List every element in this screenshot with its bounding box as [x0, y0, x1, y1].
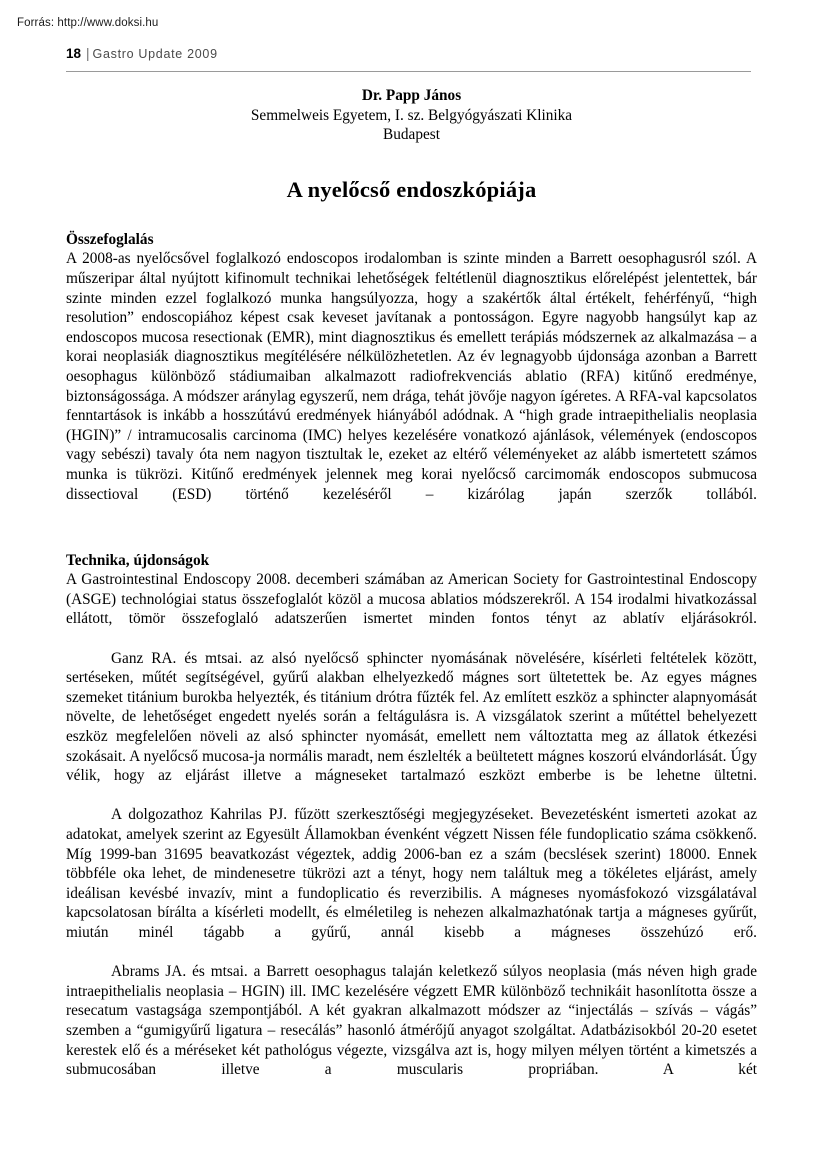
byline: [66, 86, 757, 145]
paragraph: A dolgozathoz Kahrilas PJ. fűzött szerkesztőségi megjegyzéseket. Bevezetésként ismerteti azokat az adatokat, amelyek szerint az Egyesült Államokban évenként végzett Nissen féle fundoplicatio száma csökkenő. Míg 1999-ban 31695 beavatkozást végeztek, addig 2006-ban ez a szám (becslések szerint) 18000. Ennek többféle oka lehet, de mindenesetre tükrözi azt a tényt, hogy nem találtuk meg a tökéletes eljárást, amely ideálisan kevésbé invazív, mint a fundoplicatio és reverzibilis. A mágneses nyomásfokozó vizsgálatával kapcsolatosan bírálta a kísérleti modellt, és elméletileg is nehezen alkalmazhatónak tartja a mágneses gyűrűt, miután minél tágabb a gyűrű, annál kisebb a mágneses összehúzó erő.: [66, 806, 757, 941]
running-head: [66, 46, 751, 72]
paragraph: Ganz RA. és mtsai. az alsó nyelőcső sphincter nyomásának növelésére, kísérleti feltételek között, sertéseken, műtét segítségével, gyűrű alakban elhelyezkedő mágnes sort ültetettek be. Az egyes mágnes szemeket titánium burokba helyezték, és titánium drótra fűzték fel. Az említett eszköz a sphincter alapnyomását növelte, de lehetőséget engedett nyelés során a feltágulásra is. A vizsgálatok szerint a műtéttel behelyezett eszköz megfelelően növeli az alsó sphincter nyomását, emellett nem változtatta meg az állatok étkezési szokásait. A nyelőcső mucosa-ja normális maradt, nem észlelték a beültetett mágnes koszorú elvándorlását. Úgy vélik, hogy az eljárást illetve a mágneseket tartalmazó eszközt emberbe is be lehetne ültetni.: [66, 649, 757, 785]
sections-container: [66, 230, 757, 1100]
byline-affiliation: Semmelweis Egyetem, I. sz. Belgyógyászati Klinika: [250, 106, 573, 124]
section-heading: Technika, újdonságok: [66, 551, 210, 569]
source-watermark: Forrás: http://www.doksi.hu: [17, 17, 159, 29]
paragraph: Abrams JA. és mtsai. a Barrett oesophagus talaján keletkező súlyos neoplasia (más néven high grade intraepithelialis neoplasia – HGIN) ill. IMC kezelésére végzett EMR különböző technikáit hasonlította össze a resecatum vastagsága szempontjából. A két gyakran alkalmazott módszer az “injectálás – szívás – vágás” szemben a “gumigyűrű ligatura – resecálás” hasonló átmérőjű anyagot szolgáltat. Adatbázisokból 20-20 esetet kerestek elő és a méréseket két pathológus végezte, vizsgálva azt is, hogy milyen mélyen történt a kimetszés a submucosában illetve a muscularis propriában. A két: [66, 963, 757, 1079]
section: [66, 551, 757, 1100]
paragraph: A Gastrointestinal Endoscopy 2008. decemberi számában az American Society for Gastrointestinal Endoscopy (ASGE) technológiai status összefoglalót közöl a mucosa ablatios módszerekről. A 154 irodalmi hivatkozással ellátott, tömör összefoglaló adatszerűen ismertet minden fontos tényt az ablatív eljárásokról.: [66, 571, 757, 628]
section-heading: Összefoglalás: [66, 230, 154, 248]
paragraph: A 2008-as nyelőcsővel foglalkozó endoscopos irodalomban is szinte minden a Barrett oesophagusról szól. A műszeripar által nyújtott kifinomult technikai lehetőségek feltétlenül diagnosztikus előrelépést jelentettek, bár szinte minden ezzel foglalkozó munka hangsúlyozza, hogy a szakértők által értékelt, fehérfényű, “high resolution” endoscopiához képest csak keveset javítanak a pontosságon. Egyre nagyobb hangsúlyt kap az endoscopos mucosa resectionak (EMR), mint diagnosztikus és emellett terápiás módszernek az alkalmazása – a korai neoplasiák diagnosztikus megítélésére nélkülözhetetlen. Az év legnagyobb újdonsága azonban a Barrett oesophagus különböző stádiumaiban alkalmazott radiofrekvenciás ablatio (RFA) kitűnő eredménye, biztonságossága. A módszer aránylag egyszerű, nem drága, tehát jövője nagyon ígéretes. A RFA-val kapcsolatos fenntartások is inkább a hosszútávú eredmények hiányából adódnak. A “high grade intraepithelialis neoplasia (HGIN)” / intramucosalis carcinoma (IMC) helyes kezelésére vonatkozó ajánlások, vélemények (endoscopos vagy sebészi) tavaly óta nem nagyon tisztultak le, ezeket az eltérő véleményeket az alább ismertetett számos munka is tükrözi. Kitűnő eredmények jelennek meg korai nyelőcső carcimomák endoscopos submucosa dissectioval (ESD) történő kezeléséről – kizárólag japán szerzők tollából.: [66, 250, 757, 503]
publication-title: Gastro Update 2009: [92, 47, 218, 61]
byline-author: Dr. Papp János: [361, 87, 462, 104]
document-content: [66, 86, 757, 1099]
byline-city: Budapest: [383, 126, 440, 144]
page-title: A nyelőcső endoszkópiája: [286, 176, 537, 202]
page-number: 18: [66, 46, 82, 61]
running-head-separator: |: [86, 46, 90, 61]
section: [66, 230, 757, 524]
